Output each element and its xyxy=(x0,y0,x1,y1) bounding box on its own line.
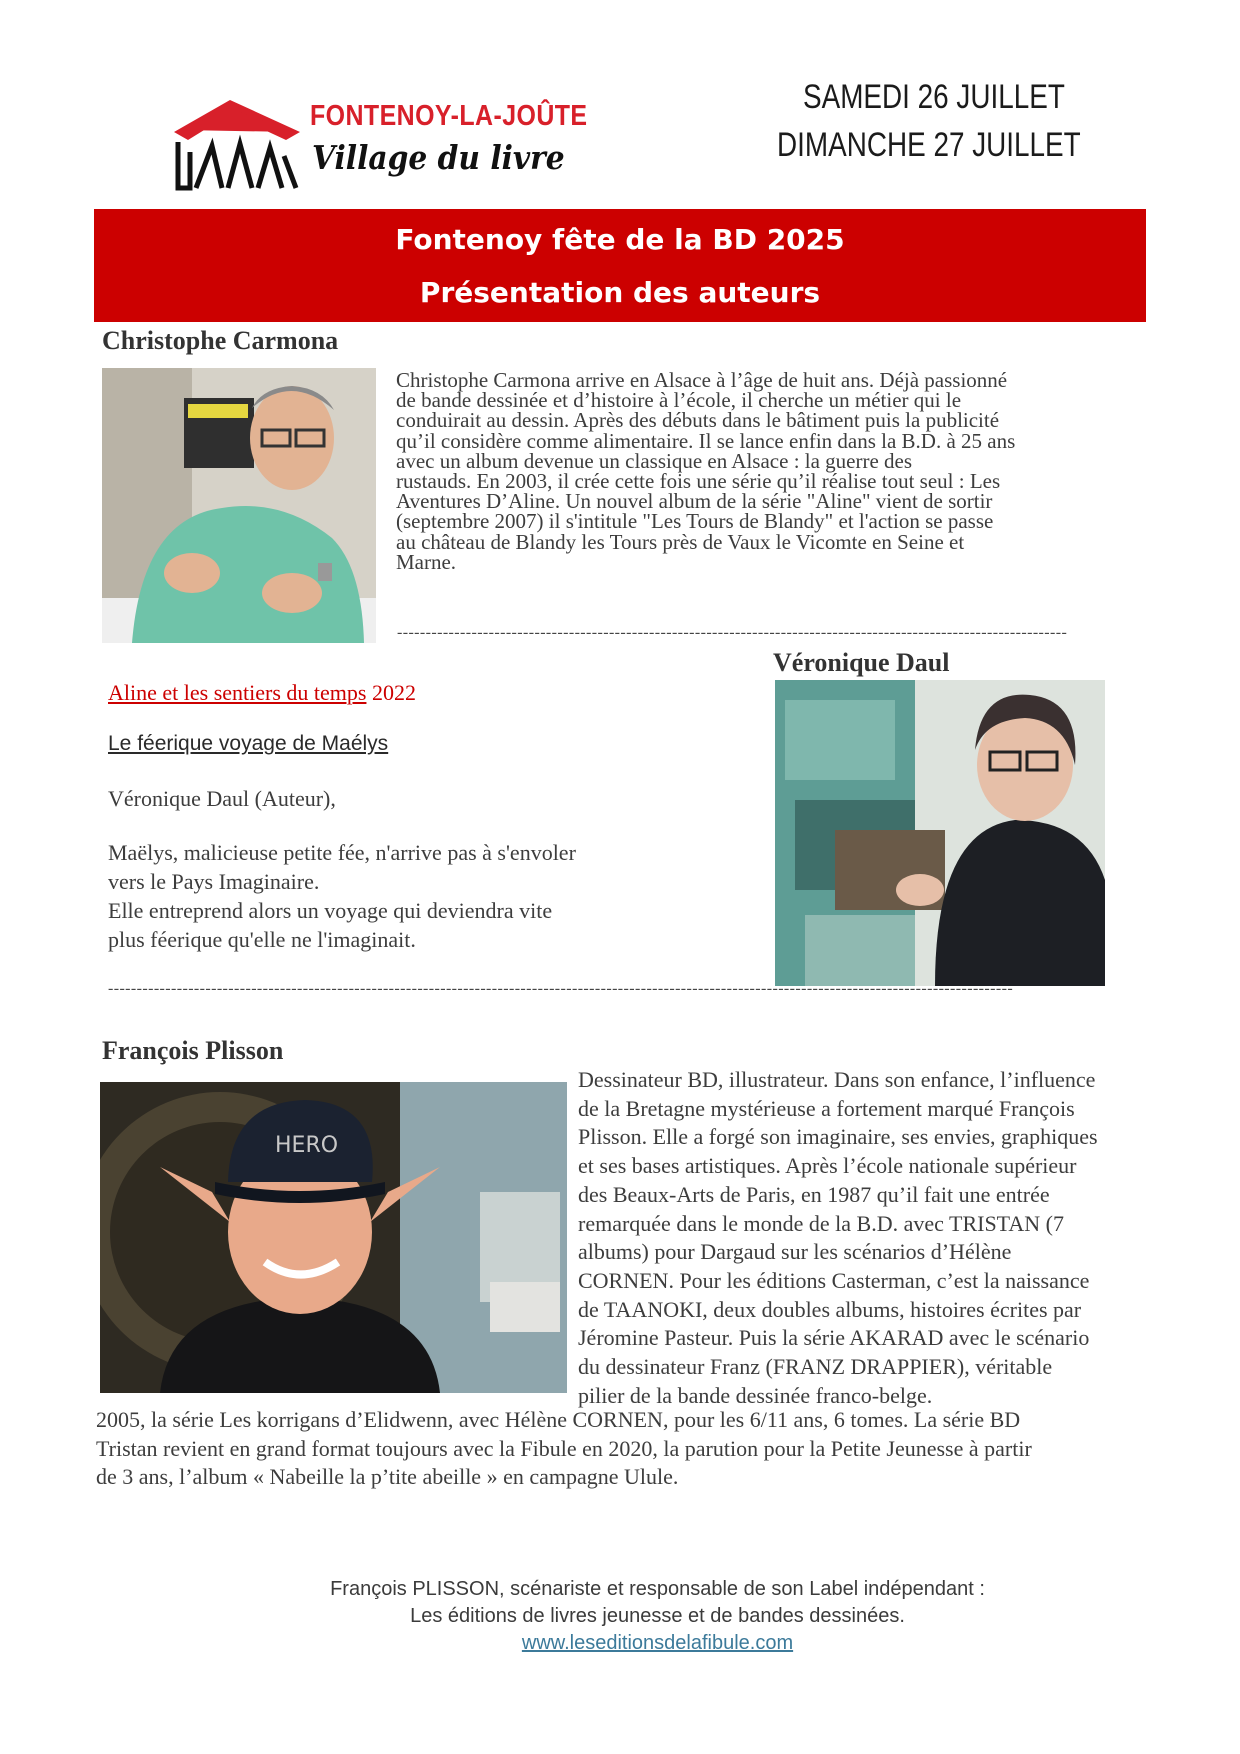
bio-plisson-continued xyxy=(96,1406,1176,1492)
desc-line: Maëlys, malicieuse petite fée, n'arrive pas à s'envoler xyxy=(108,840,576,865)
album-description xyxy=(108,838,668,954)
author-name-daul: Véronique Daul xyxy=(773,648,950,677)
bio-line: et ses bases artistiques. Après l’école nationale supérieur xyxy=(578,1153,1077,1179)
section-separator: --------------------------------------------------------------------------------------------------------------------- xyxy=(397,624,1068,641)
bio-line: Plisson. Elle a forgé son imaginaire, ses envies, graphiques xyxy=(578,1124,1098,1150)
bio-line: Christophe Carmona arrive en Alsace à l’âge de huit ans. Déjà passionné xyxy=(396,368,1008,392)
bio-line: conduirait au dessin. Après des débuts dans le bâtiment puis la publicité xyxy=(396,408,1000,433)
desc-line: Elle entreprend alors un voyage qui deviendra vite xyxy=(108,898,553,923)
photo-veronique-daul xyxy=(775,680,1105,986)
footer-line: Les éditions de livres jeunesse et de bandes dessinées. xyxy=(410,1605,905,1627)
bio-line: de TAANOKI, deux doubles albums, histoires écrites par xyxy=(578,1296,1082,1322)
bio-line: (septembre 2007) il s'intitule "Les Tours de Blandy" et l'action se passe xyxy=(396,509,994,534)
bio-line: albums) pour Dargaud sur les scénarios d’Hélène xyxy=(578,1239,1012,1265)
book-title-line xyxy=(108,680,416,706)
event-date-sunday: DIMANCHE 27 JUILLET xyxy=(777,126,1081,164)
publisher-website-link[interactable]: www.leseditionsdelafibule.com xyxy=(521,1632,794,1654)
bio-line: du dessinateur Franz (FRANZ DRAPPIER), véritable xyxy=(578,1354,1053,1380)
author-name-carmona: Christophe Carmona xyxy=(102,326,339,355)
logo-town-name: FONTENOY-LA-JOÛTE xyxy=(310,100,588,132)
bio-line: de bande dessinée et d’histoire à l’école, il cherche un métier qui le xyxy=(396,388,962,413)
bio-line: au château de Blandy les Tours près de Vaux le Vicomte en Seine et xyxy=(396,529,965,554)
title-banner xyxy=(94,209,1146,322)
desc-line: plus féerique qu'elle ne l'imaginait. xyxy=(108,927,416,952)
bio-line: CORNEN. Pour les éditions Casterman, c’est la naissance xyxy=(578,1267,1090,1293)
bio-line: rustauds. En 2003, il crée cette fois une série qu’il réalise tout seul : Les xyxy=(396,469,1001,494)
book-title-link[interactable]: Aline et les sentiers du temps xyxy=(108,680,367,705)
footer xyxy=(0,1576,1240,1657)
bio-line: qu’il considère comme alimentaire. Il se lance enfin dans la B.D. à 25 ans xyxy=(396,428,1016,453)
event-date-saturday: SAMEDI 26 JUILLET xyxy=(803,78,1065,116)
cap-text: HERO xyxy=(275,1133,339,1158)
bio-line: pilier de la bande dessinée franco-belge. xyxy=(578,1382,933,1408)
footer-line: François PLISSON, scénariste et responsable de son Label indépendant : xyxy=(330,1578,985,1600)
logo-house-graphic xyxy=(168,96,306,196)
bio-line: remarquée dans le monde de la B.D. avec TRISTAN (7 xyxy=(578,1210,1064,1236)
photo-francois-plisson xyxy=(100,1082,567,1393)
album-title-link[interactable]: Le féerique voyage de Maélys xyxy=(108,732,389,755)
logo-subtitle: Village du livre xyxy=(312,138,565,177)
bio-line: de 3 ans, l’album « Nabeille la p’tite abeille » en campagne Ulule. xyxy=(96,1464,679,1489)
bio-line: de la Bretagne mystérieuse a fortement marqué François xyxy=(578,1095,1075,1121)
author-name-plisson: François Plisson xyxy=(102,1036,284,1065)
bio-line: Jéromine Pasteur. Puis la série AKARAD avec le scénario xyxy=(578,1325,1090,1351)
desc-line: vers le Pays Imaginaire. xyxy=(108,869,320,894)
author-credit: Véronique Daul (Auteur), xyxy=(108,786,336,811)
bio-line: avec un album devenue un classique en Alsace : la guerre des xyxy=(396,448,913,473)
bio-line: Marne. xyxy=(396,549,457,574)
banner-subtitle: Présentation des auteurs xyxy=(419,276,821,309)
bio-carmona xyxy=(396,370,1141,572)
banner-title: Fontenoy fête de la BD 2025 xyxy=(395,223,845,256)
bio-line: Dessinateur BD, illustrateur. Dans son enfance, l’influence xyxy=(578,1067,1096,1092)
bio-line: Aventures D’Aline. Un nouvel album de la série "Aline" vient de sortir xyxy=(396,489,993,514)
bio-line: Tristan revient en grand format toujours avec la Fibule en 2020, la parution pour la Petite Jeunesse à partir xyxy=(96,1435,1032,1461)
section-separator: -------------------------------------------------------------------------------------------------------------------------------------------------------------- xyxy=(108,980,1014,997)
bio-line: des Beaux-Arts de Paris, en 1987 qu’il fait une entrée xyxy=(578,1181,1050,1207)
book-year: 2022 xyxy=(366,680,416,705)
bio-plisson xyxy=(578,1066,1168,1410)
photo-christophe-carmona xyxy=(102,368,376,643)
bio-line: 2005, la série Les korrigans d’Elidwenn, avec Hélène CORNEN, pour les 6/11 ans, 6 tomes. La série BD xyxy=(96,1407,1021,1432)
